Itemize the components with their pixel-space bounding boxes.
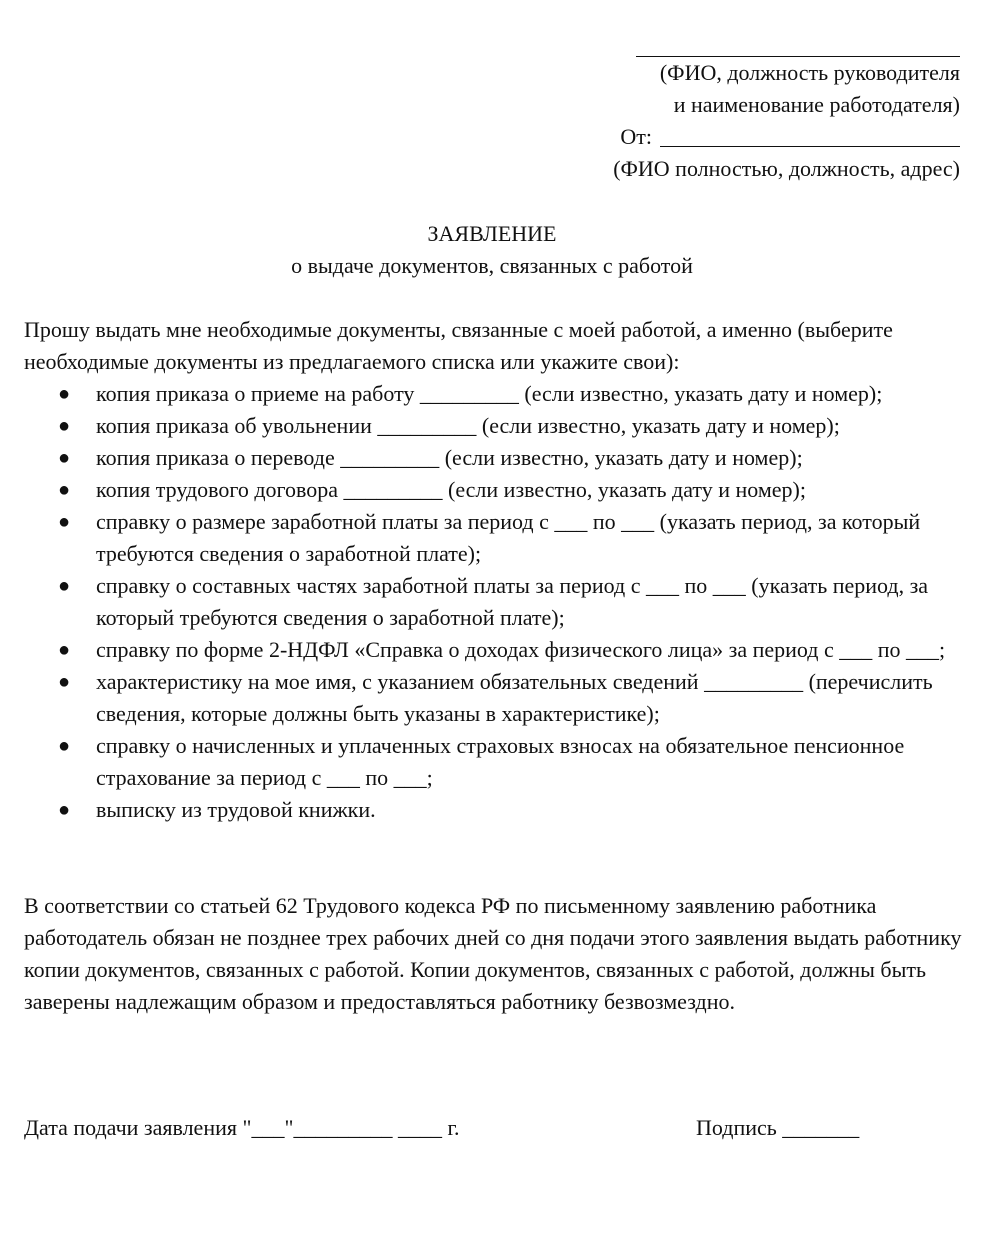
bullet-icon: ● [58, 799, 71, 821]
title-block [0, 218, 984, 282]
document-title: ЗАЯВЛЕНИЕ [427, 221, 557, 246]
bullet-icon: ● [58, 511, 71, 533]
list-item-text: копия трудового договора _________ (если известно, указать дату и номер); [96, 477, 806, 502]
list-item [24, 442, 964, 474]
addressee-block [540, 34, 960, 185]
list-item [24, 410, 964, 442]
signature-field: Подпись _______ [696, 1115, 860, 1140]
addressee-blank-line [636, 34, 960, 57]
list-item-text: справку о начисленных и уплаченных страховых взносах на обязательное пенсионное страхование за период с ___ по ___; [96, 733, 905, 790]
law-paragraph: В соответствии со статьей 62 Трудового кодекса РФ по письменному заявлению работника работодатель обязан не позднее трех рабочих дней со дня подачи этого заявления выдать работнику копии документов, связанных с работой. Копии документов, связанных с работой, должны быть заверены надлежащим образом и предоставляться работнику безвозмездно. [24, 893, 962, 1014]
bullet-icon: ● [58, 415, 71, 437]
document-list [24, 378, 964, 826]
list-item [24, 666, 964, 730]
list-item [24, 794, 964, 826]
list-item [24, 570, 964, 634]
bullet-icon: ● [58, 575, 71, 597]
list-item-text: копия приказа о приеме на работу _________ (если известно, указать дату и номер); [96, 381, 883, 406]
from-label: От: [620, 124, 652, 149]
list-item [24, 506, 964, 570]
list-item [24, 474, 964, 506]
addressee-hint-1: (ФИО, должность руководителя [659, 60, 960, 85]
sender-hint: (ФИО полностью, должность, адрес) [613, 156, 960, 181]
request-intro: Прошу выдать мне необходимые документы, связанные с моей работой, а именно (выберите необходимые документы из предлагаемого списка или укажите свои): [24, 317, 893, 374]
list-item [24, 378, 964, 410]
bullet-icon: ● [58, 447, 71, 469]
list-item-text: копия приказа о переводе _________ (если известно, указать дату и номер); [96, 445, 803, 470]
list-item-text: справку о размере заработной платы за период с ___ по ___ (указать период, за который требуются сведения о заработной плате); [96, 509, 921, 566]
list-item-text: выписку из трудовой книжки. [96, 797, 376, 822]
list-item [24, 634, 964, 666]
submission-date: Дата подачи заявления "___"_________ ____ г. [24, 1115, 460, 1140]
list-item [24, 730, 964, 794]
list-item-text: справку о составных частях заработной платы за период с ___ по ___ (указать период, за который требуются сведения о заработной плате); [96, 573, 929, 630]
list-item-text: копия приказа об увольнении _________ (если известно, указать дату и номер); [96, 413, 840, 438]
list-item-text: характеристику на мое имя, с указанием обязательных сведений _________ (перечислить сведения, которые должны быть указаны в характеристике); [96, 669, 933, 726]
bullet-icon: ● [58, 639, 71, 661]
bullet-icon: ● [58, 383, 71, 405]
list-item-text: справку по форме 2-НДФЛ «Справка о доходах физического лица» за период с ___ по ___; [96, 637, 946, 662]
from-blank-line [660, 124, 960, 147]
document-subtitle: о выдаче документов, связанных с работой [291, 253, 693, 278]
bullet-icon: ● [58, 479, 71, 501]
addressee-hint-2: и наименование работодателя) [673, 92, 960, 117]
bullet-icon: ● [58, 735, 71, 757]
bullet-icon: ● [58, 671, 71, 693]
from-row [540, 121, 960, 153]
